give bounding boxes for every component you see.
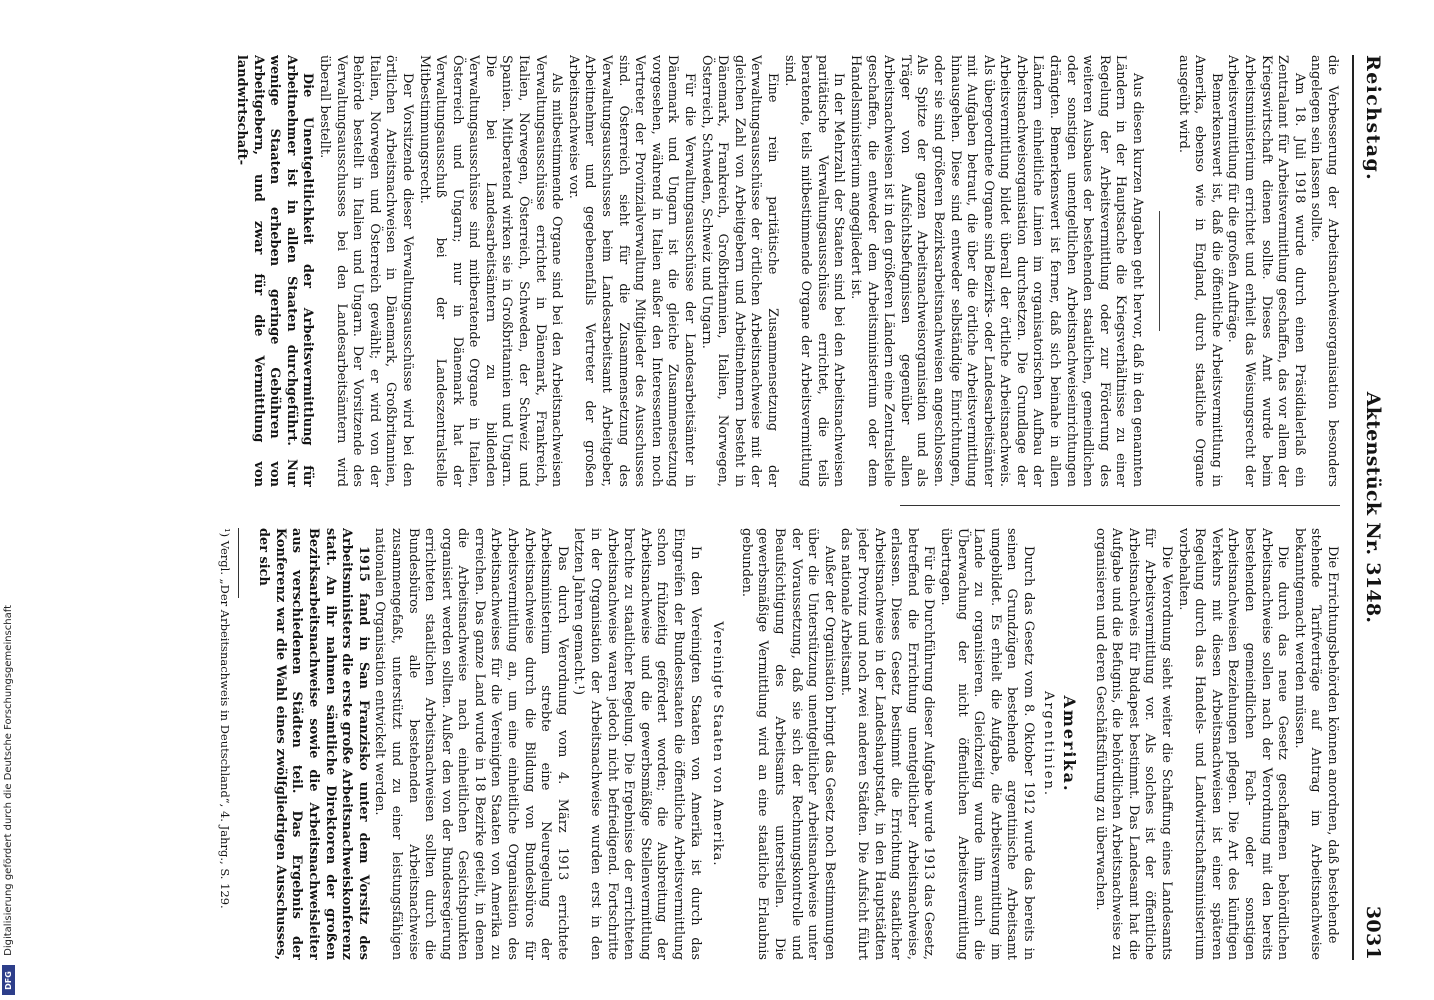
running-header [1358,55,1384,960]
paragraph: Der Vorsitzende dieser Verwaltungsausschüsse wird bei den örtlichen Arbeitsnachweisen in Dänemark, Großbritannien, Italien, Norwegen und Österreich gewählt; er wird von der Behörde bestellt in Italien und Ungarn. Der Vorsitzende des Verwaltungsausschusses bei den Landesarbeitsämtern wird überall bestellt. [316,55,415,487]
page-number: 3031 [1362,905,1384,960]
header-document-number: Aktenstück Nr. 3148. [1362,391,1384,624]
footnote-rule [238,528,239,598]
paragraph: Am 18. Juli 1918 wurde durch einen Präsidialerlaß ein Zentralamt für Arbeitsvermittlung geschaffen, das vor allem der Kriegswirtschaft dienen sollte. Dieses Amt wurde beim Arbeitsministerium errichtet und erhielt das Weisungsrecht der Arbeitsvermittlung für die großen Aufträge. [1225,55,1307,487]
paragraph: Aus diesen kurzen Angaben geht hervor, daß in den genannten Ländern in der Hauptsache die Kriegsverhältnisse zu einer Regelung der Arbeitsvermittlung oder zur Förderung des weiteren Ausbaues der bestehenden staatlichen, gemeindlichen oder sonstigen unentgeltlichen Arbeitsnachweiseinrichtungen drängten. Bemerkenswert ist ferner, daß sich beinahe in allen Ländern einheitliche Linien im organisatorischen Aufbau der Arbeitsnachweisorganisation durchsetzen. Die Grundlage der Arbeitsvermittlung bildet überall der örtliche Arbeitsnachweis. Als übergeordnete Organe sind Bezirks- oder Landesarbeitsämter mit Aufgaben betraut, die über die örtliche Arbeitsvermittlung hinausgehen. Diese sind entweder selbständige Einrichtungen, oder sie sind größeren Bezirksarbeitsnachweisen angeschlossen. Als Spitze der ganzen Arbeitsnachweisorganisation und als Träger von Aufsichtsbefugnissen gegenüber allen Arbeitsnachweisen ist in den größeren Ländern eine Zentralstelle geschaffen, die entweder dem Arbeitsministerium oder dem Handelsministerium angegliedert ist. [847,55,1146,487]
section-divider [1159,211,1160,331]
paragraph: Für die Durchführung dieser Aufgabe wurde 1913 das Gesetz, betreffend die Errichtung unentgeltlicher Arbeitsnachweise, erlassen. Dieses Gesetz bestimmt die Errichtung staatlicher Arbeitsnachweise in der Landeshauptstadt, in den Hauptstädten jeder Provinz und noch zwei anderen Städten. Die Aufsicht führt das nationale Arbeitsamt. [838,528,937,960]
paragraph: Die durch das neue Gesetz geschaffenen behördlichen Arbeitsnachweise sollen nach der Verordnung mit den bereits bestehenden gemeindlichen Fach- oder sonstigen Arbeitsnachweisen Beziehungen pflegen. Die Art des künftigen Verkehrs mit diesen Arbeitsnachweisen ist einer späteren Regelung durch das Handels- und Landwirtschaftsministerium vorbehalten. [1175,528,1291,960]
paragraph: Die Unentgeltlichkeit der Arbeitsvermittlung für Arbeitnehmer ist in allen Staaten durchgeführt. Nur wenige Staaten erheben geringe Gebühren von Arbeitgebern, und zwar für die Vermittlung von landwirtschaft- [234,55,316,487]
right-column [140,528,1340,960]
subsection-heading: Argentinien. [1041,690,1057,798]
left-column [140,55,1340,487]
paragraph: Das durch Verordnung vom 4. März 1913 errichtete Arbeitsministerium strebte eine Neuregelung der Arbeitsnachweise durch die Bildung von Bundesbüros für Arbeitsvermittlung an, um eine einheitliche Organisation des Arbeitsnachweises für die Vereinigten Staaten von Amerika zu erreichen. Das ganze Land wurde in 18 Bezirke geteilt, in denen die Arbeitsnachweise nach einheitlichen Gesichtspunkten organisiert werden sollten. Außer den von der Bundesregierung errichteten staatlichen Arbeitsnachweisen sollten durch die Bundesbüros alle bestehenden Arbeitsnachweise zusammengefaßt, unterstützt und zu einer leistungsfähigen nationalen Organisation entwickelt werden. [372,528,570,960]
header-rule [1352,55,1354,960]
paragraph: Als mitbestimmende Organe sind bei den Arbeitsnachweisen Verwaltungsausschüsse errichtet in Dänemark, Frankreich, Italien, Norwegen, Österreich, Schweden, der Schweiz und Spanien. Mitberatend wirken sie in Großbritannien und Ungarn. Die bei Landesarbeitsämtern zu bildenden Verwaltungsausschüsse sind mitberatende Organe in Italien, Österreich und Ungarn; nur in Dänemark hat der Verwaltungsausschuß bei der Landeszentralstelle Mitbestimmungsrecht. [416,55,565,487]
subsection-heading: Vereinigte Staaten von Amerika. [710,621,726,867]
paragraph: Bemerkenswert ist, daß die öffentliche Arbeitsvermittlung in Amerika, ebenso wie in England, durch staatliche Organe ausgeübt wird. [1175,55,1224,487]
paragraph: Die Verordnung sieht weiter die Schaffung eines Landesamts für Arbeitsvermittlung vor. Als solches ist der öffentliche Arbeitsnachweis für Budapest bestimmt. Das Landesamt hat die Aufgabe und die Befugnis, die behördlichen Arbeitsnachweise zu organisieren und deren Geschäftsführung zu überwachen. [1092,528,1175,960]
scanned-page [134,40,1384,980]
section-heading: Amerika. [1060,695,1080,793]
footnote: ¹) Vergl. „Der Arbeitsnachweis in Deutschland“, 4. Jahrg., S. 129. [217,528,232,909]
paragraph: In der Mehrzahl der Staaten sind bei den Arbeitsnachweisen paritätische Verwaltungsausschüsse errichtet, die teils beratende, teils mitbestimmende Organe der Arbeitsvermittlung sind. [781,55,847,487]
paragraph: In den Vereinigten Staaten von Amerika ist durch das Eingreifen der Bundesstaaten die öffentliche Arbeitsvermittlung schon frühzeitig gefördert worden; die Ausbreitung der Arbeitsnachweise und die gewerbsmäßige Stellenvermittlung brachte zu staatlicher Regelung. Die Ergebnisse der errichteten Arbeitsnachweise waren jedoch nicht befriedigend. Fortschritte in der Organisation der Arbeitsnachweise wurden erst in den letzten Jahren gemacht.¹) [571,528,703,960]
paragraph: Eine rein paritätische Zusammensetzung der Verwaltungsausschüsse der örtlichen Arbeitsnachweise mit der gleichen Zahl von Arbeitgebern und Arbeitnehmern besteht in Dänemark, Frankreich, Großbritannien, Italien, Norwegen, Österreich, Schweden, Schweiz und Ungarn. [698,55,780,487]
header-title: Reichstag. [1362,55,1384,182]
paragraph: 1915 fand in San Franzisko unter dem Vorsitz des Arbeitsministers die erste große Arbeitsnachweiskonferenz statt. An ihr nahmen sämtliche Direktoren der großen Bezirksarbeitsnachweise sowie die Arbeitsnachweisleiter aus verschiedenen Städten teil. Das Ergebnis der Konferenz war die Wahl eines zwölfgliedrigen Ausschusses, der sich [256,528,371,960]
paragraph: Durch das Gesetz vom 8. Oktober 1912 wurde das bereits in seinen Grundzügen bestehende argentinische Arbeitsamt umgebildet. Es erhielt die Aufgabe, die Arbeitsvermittlung im Lande zu organisieren. Gleichzeitig wurde ihm auch die Überwachung der nicht öffentlichen Arbeitsvermittlung übertragen. [937,528,1036,960]
paragraph: Außer der Organisation bringt das Gesetz noch Bestimmungen über die Unterstützung unentgeltlicher Arbeitsnachweise unter der Voraussetzung, daß sie sich der Rechnungskontrolle und Beaufsichtigung des Arbeitsamts unterstellen. Die gewerbsmäßige Vermittlung wird an eine staatliche Erlaubnis gebunden. [738,528,837,960]
column-rule [900,505,1340,506]
paragraph: Die Errichtungsbehörden können anordnen, daß bestehende [1325,546,1340,944]
dfg-logo: DFG [2,965,15,995]
paragraph: die Verbesserung der Arbeitsnachweisorganisation besonders angelegen sein lassen sollte. [1308,55,1340,487]
digitization-credit: Digitalisierung gefördert durch die Deutsche Forschungsgemeinschaft [3,605,14,956]
paragraph: stehende Tarifverträge auf Antrag im Arbeitsnachweise bekanntgemacht werden müssen. [1291,528,1324,960]
paragraph: Für die Verwaltungsausschüsse der Landesarbeitsämter in Dänemark und Ungarn ist die gleiche Zusammensetzung vorgesehen, während in Italien außer den Interessenten noch Vertreter der Provinzialverwaltung Mitglieder des Ausschusses sind. Österreich sieht für die Zusammensetzung des Verwaltungsausschusses beim Landesarbeitsamt Arbeitgeber, Arbeitnehmer und gegebenenfalls Vertreter der großen Arbeitsnachweise vor. [565,55,698,487]
